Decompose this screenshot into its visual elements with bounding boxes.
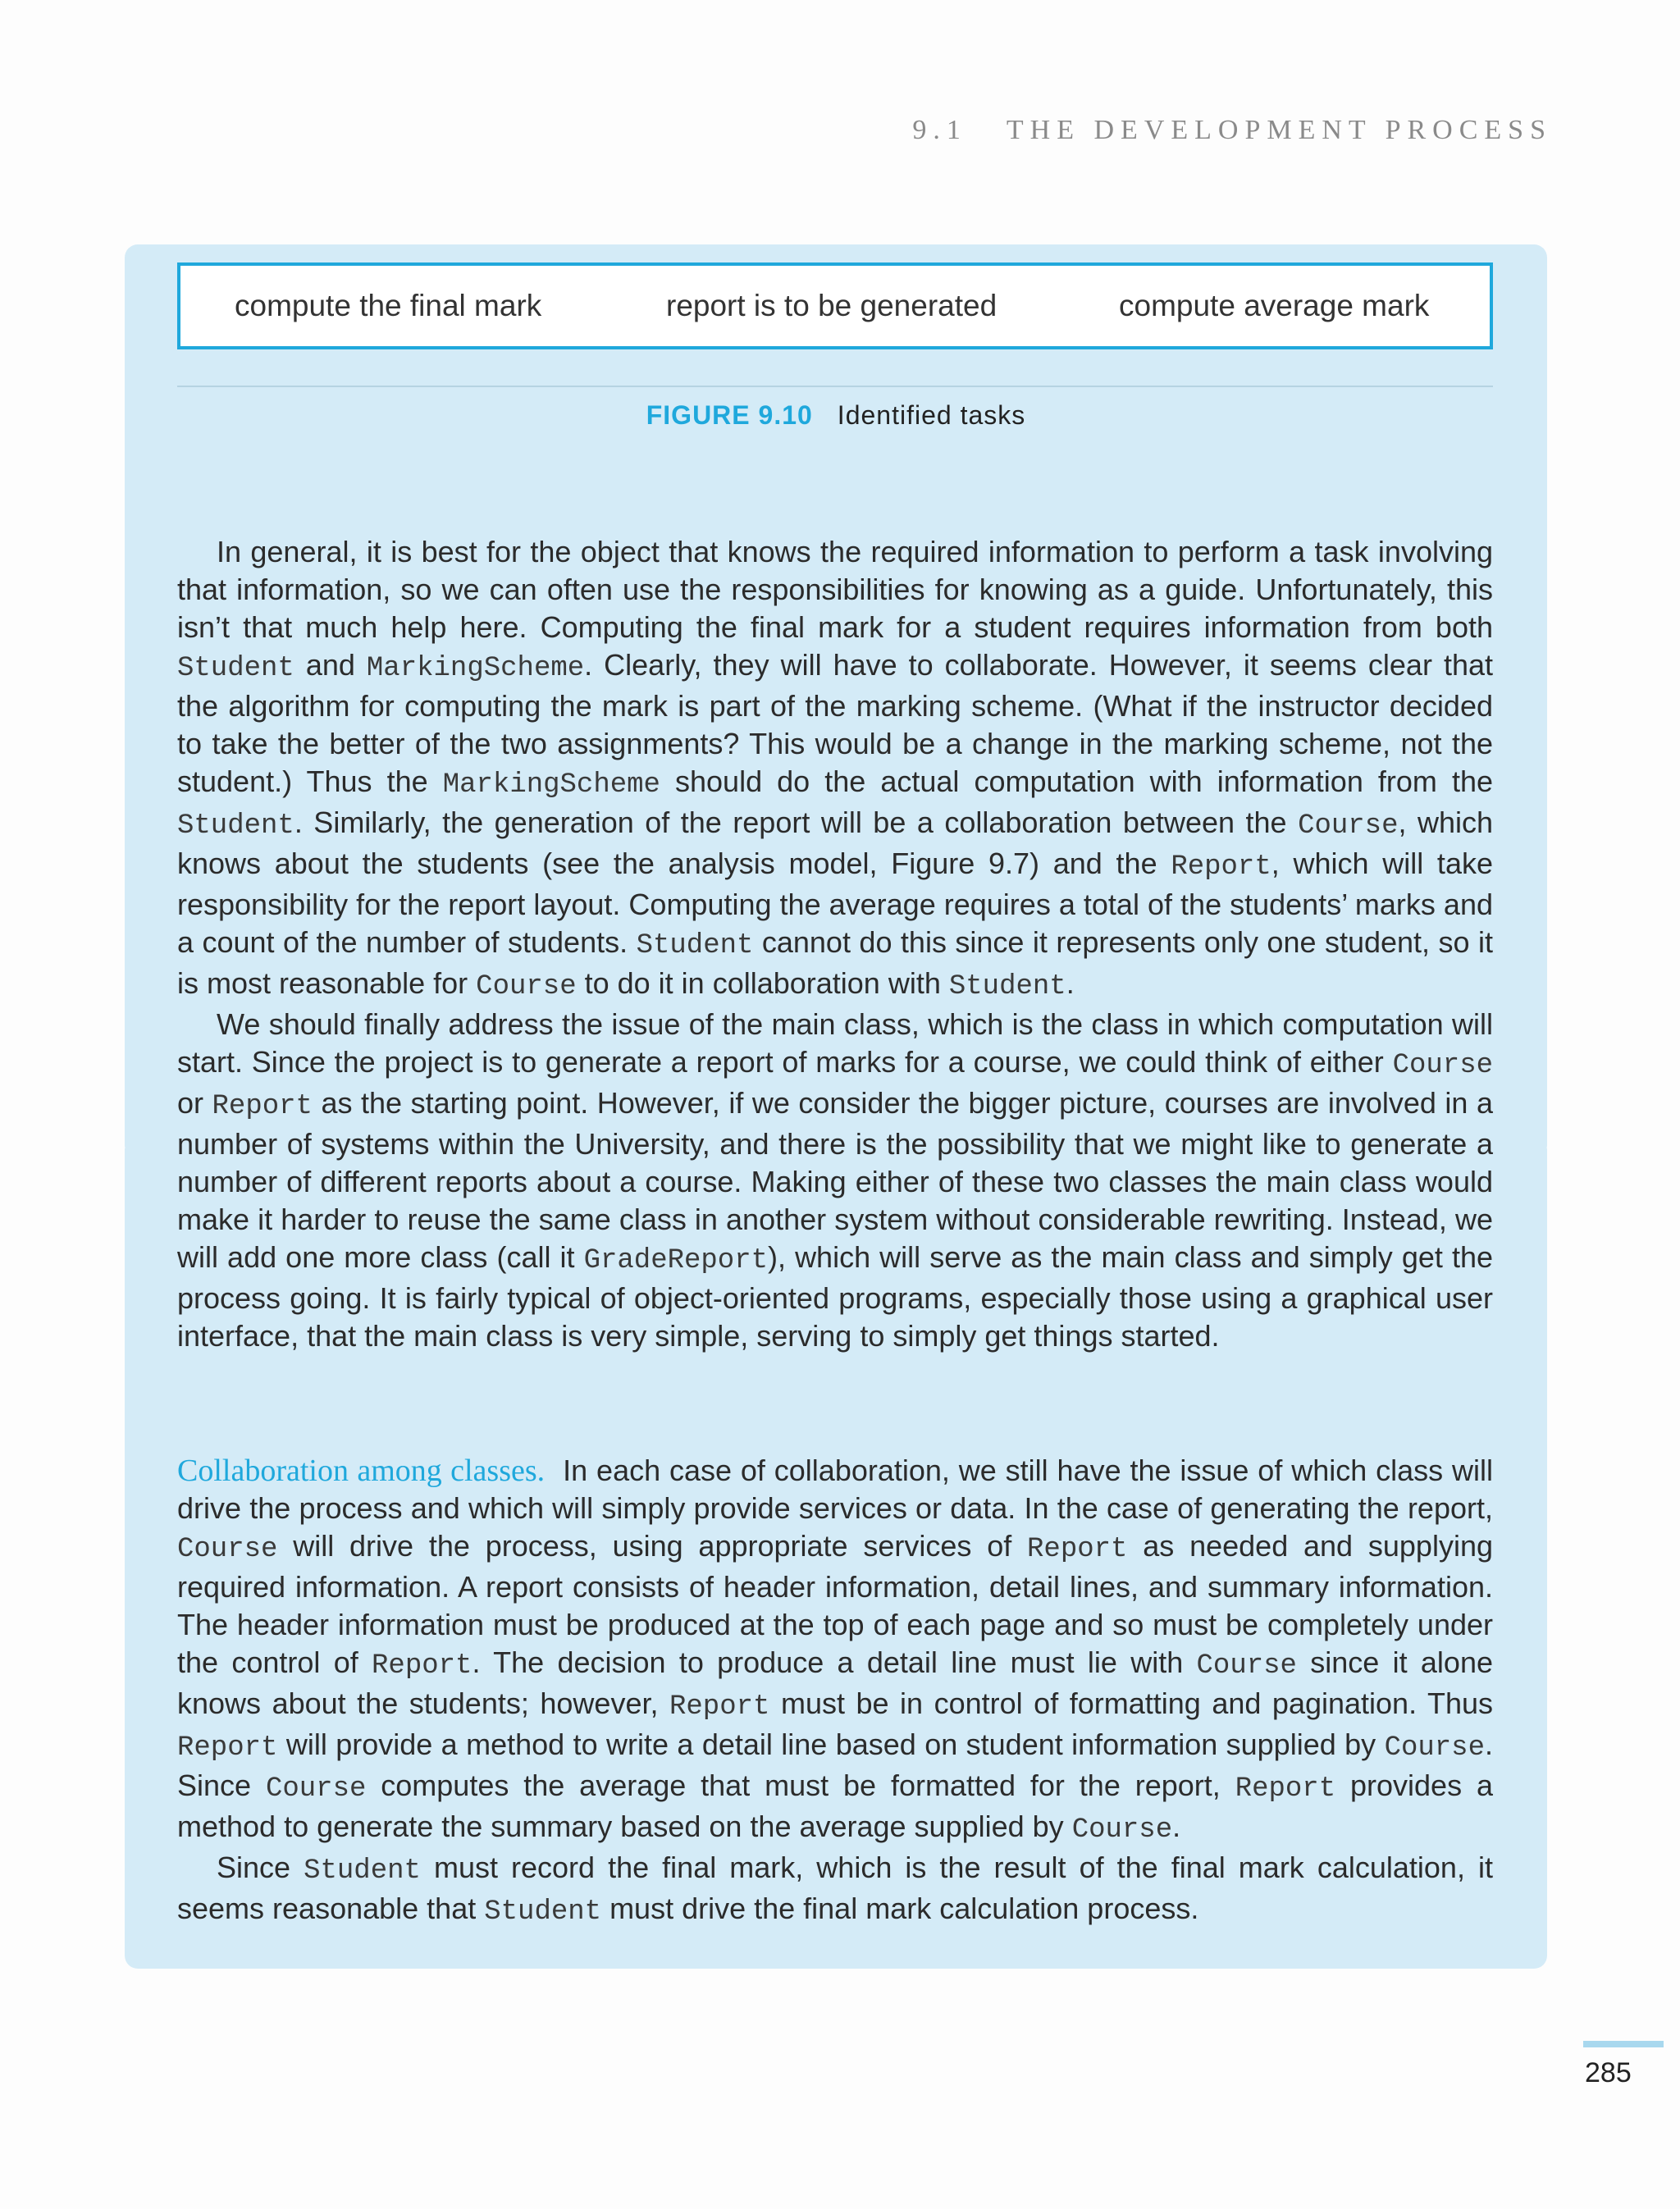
figure-title: Identified tasks — [837, 400, 1026, 430]
figure-label: FIGURE 9.10 — [646, 400, 813, 430]
code-term: Report — [1027, 1534, 1128, 1565]
text-run: provides a method to generate the summary based on the average supplied by — [177, 1769, 1493, 1843]
run-in-heading: Collaboration among classes. — [177, 1454, 546, 1488]
code-term: Student — [177, 653, 294, 684]
text-run: Since — [217, 1851, 304, 1884]
code-term: Student — [177, 810, 294, 842]
text-run: as the starting point. However, if we consider the bigger picture, courses are involved in a number of systems within the University, and there is the possibility that we might like to generate a number of different reports about a course. Making either of these two classes the main class would make it harder to reuse the same class in another system without considerable rewriting. Instead, we will add one more class (call it — [177, 1086, 1493, 1274]
code-term: Report — [212, 1091, 313, 1122]
code-term: MarkingScheme — [366, 653, 585, 684]
text-run: computes the average that must be formatted for the report, — [366, 1769, 1235, 1802]
text-run: . — [1066, 966, 1075, 1000]
text-run: and — [294, 648, 367, 682]
text-run: , which knows about the students (see the analysis model, Figure 9.7) and the — [177, 806, 1494, 880]
text-run: will drive the process, using appropriate services of — [277, 1529, 1028, 1563]
task-compute-final-mark: compute the final mark — [235, 289, 542, 322]
code-term: Course — [1392, 1050, 1493, 1081]
code-term: Report — [177, 1732, 278, 1764]
text-run: or — [177, 1086, 212, 1120]
section-number: 9.1 — [912, 115, 967, 145]
code-term: Report — [1171, 851, 1271, 883]
text-run: to do it in collaboration with — [576, 966, 949, 1000]
figure-caption — [0, 400, 1672, 431]
code-term: Course — [265, 1773, 367, 1805]
section-title: THE DEVELOPMENT PROCESS — [1006, 115, 1552, 145]
text-run: must drive the final mark calculation process. — [601, 1892, 1199, 1925]
code-term: Course — [476, 971, 577, 1002]
code-term: Report — [1235, 1773, 1336, 1805]
code-term: Student — [636, 930, 754, 961]
code-term: Course — [1384, 1732, 1485, 1764]
text-run: should do the actual computation with information from the — [660, 764, 1494, 798]
code-term: Student — [484, 1896, 602, 1928]
code-term: Course — [1071, 1814, 1173, 1846]
code-term: GradeReport — [583, 1245, 769, 1276]
code-term: Student — [948, 971, 1066, 1002]
code-term: Course — [1196, 1650, 1297, 1682]
text-run: . Clearly, they will have to collaborate. However, it seems clear that the algorithm for computing the mark is part of the marking scheme. (What if the instructor decided to take the better of the two assignments? This would be a change in the marking scheme, not the student.) Thus the — [177, 648, 1493, 798]
paragraph-2 — [177, 1006, 1493, 1355]
text-run: . The decision to produce a detail line must lie with — [472, 1645, 1197, 1679]
paragraph-4 — [177, 1849, 1493, 1931]
text-run: must record the final mark, which is the result of the final mark calculation, it seems reasonable that — [177, 1851, 1493, 1925]
text-run: . — [1172, 1810, 1181, 1843]
text-run: cannot do this since it represents only one student, so it is most reasonable for — [177, 925, 1493, 1000]
code-term: Course — [177, 1534, 278, 1565]
text-run: as needed and supplying required information. A report consists of header information, detail lines, and summary information. The header information must be produced at the top of each page and so must be completely under the control of — [177, 1529, 1493, 1679]
body-text-lower — [177, 1452, 1493, 1931]
code-term: Report — [669, 1691, 770, 1723]
task-compute-average-mark: compute average mark — [1119, 289, 1430, 322]
code-term: MarkingScheme — [442, 769, 660, 801]
task-report-generated: report is to be generated — [666, 289, 998, 322]
body-text-upper — [177, 533, 1493, 1355]
text-run: since it alone knows about the students; however, — [177, 1645, 1493, 1720]
running-head — [912, 115, 1552, 146]
text-run: . Similarly, the generation of the report will be a collaboration between the — [294, 806, 1299, 839]
figure-divider — [177, 386, 1493, 387]
page-number-bar — [1583, 2041, 1664, 2047]
code-term: Student — [304, 1855, 421, 1887]
figure-task-box — [177, 262, 1493, 349]
text-run: must be in control of formatting and pagination. Thus — [769, 1686, 1493, 1720]
text-run: . Since — [177, 1727, 1493, 1802]
text-run: We should finally address the issue of the main class, which is the class in which computation will start. Since the project is to generate a report of marks for a course, we could think of either — [177, 1007, 1493, 1079]
text-run: In each case of collaboration, we still have the issue of which class will drive the process and which will simply provide services or data. In the case of generating the report, — [177, 1454, 1493, 1525]
code-term: Course — [1298, 810, 1399, 842]
text-run: will provide a method to write a detail line based on student information supplied by — [277, 1727, 1385, 1761]
text-run: ), which will serve as the main class and simply get the process going. It is fairly typical of object-oriented programs, especially those using a graphical user interface, that the main class is very simple, serving to simply get things started. — [177, 1240, 1493, 1353]
paragraph-3 — [177, 1452, 1493, 1849]
paragraph-1 — [177, 533, 1493, 1006]
page-number: 285 — [1585, 2057, 1632, 2088]
code-term: Report — [372, 1650, 472, 1682]
text-run: , which will take responsibility for the report layout. Computing the average requires a total of the students’ marks and a count of the number of students. — [177, 847, 1493, 959]
text-run: In general, it is best for the object that knows the required information to perform a task involving that information, so we can often use the responsibilities for knowing as a guide. Unfortunately, this isn’t that much help here. Computing the final mark for a student requires information from both — [177, 535, 1493, 644]
